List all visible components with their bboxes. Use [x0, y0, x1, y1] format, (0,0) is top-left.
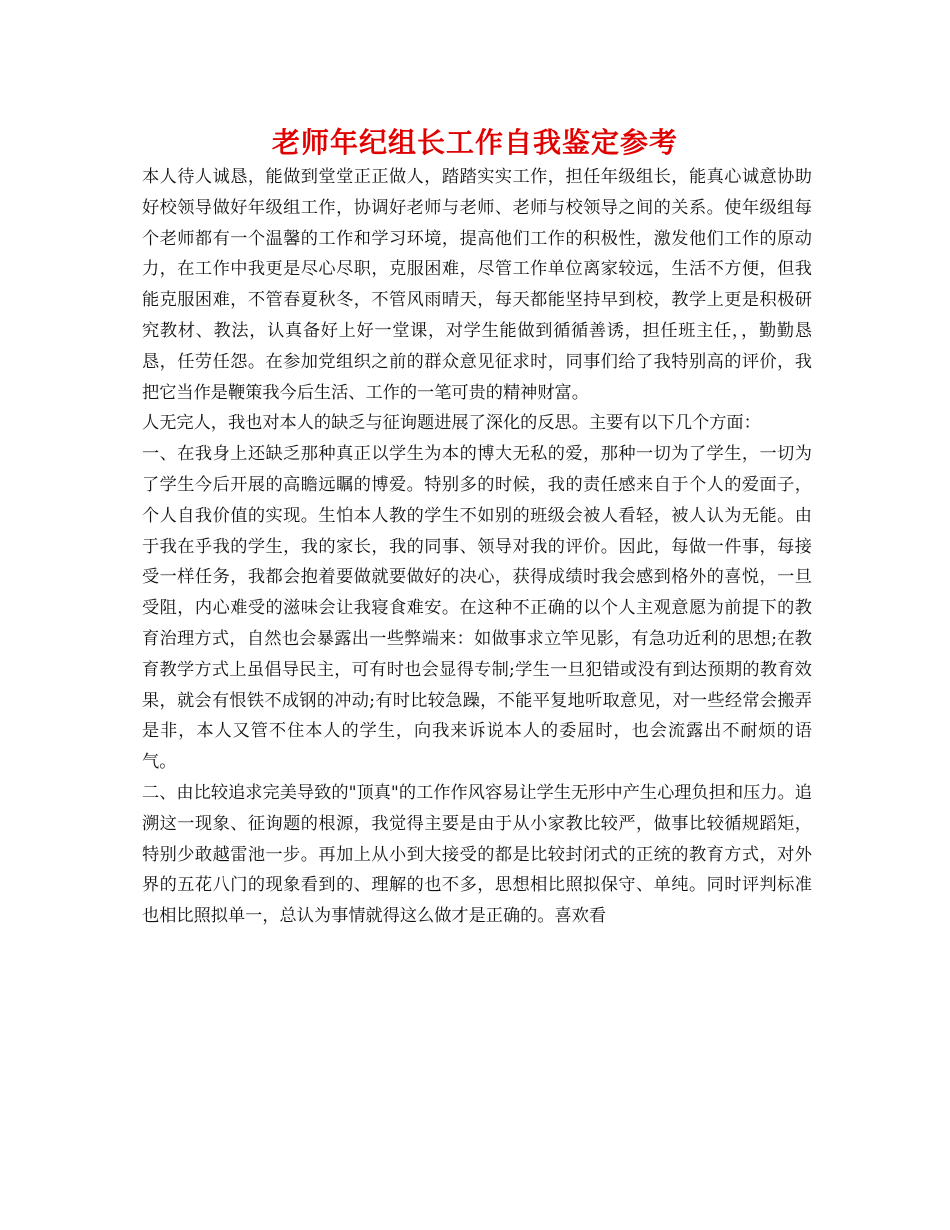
document-body [142, 162, 812, 932]
paragraph-reflection-intro: 人无完人，我也对本人的缺乏与征询题进展了深化的反思。主要有以下几个方面： [142, 413, 761, 434]
paragraph-point-one: 一、在我身上还缺乏那种真正以学生为本的博大无私的爱，那种一切为了学生，一切为了学生今后开展的高瞻远瞩的博爱。特别多的时候，我的责任感来自于个人的爱面子，个人自我价值的实现。生怕本人教的学生不如别的班级会被人看轻，被人认为无能。由于我在乎我的学生，我的家长，我的同事、领导对我的评价。因此，每做一件事，每接受一样任务，我都会抱着要做就要做好的决心，获得成绩时我会感到格外的喜悦，一旦受阻，内心难受的滋味会让我寝食难安。在这种不正确的以个人主观意愿为前提下的教育治理方式，自然也会暴露出一些弊端来：如做事求立竿见影，有急功近利的思想;在教育教学方式上虽倡导民主，可有时也会显得专制;学生一旦犯错或没有到达预期的教育效果，就会有恨铁不成钢的冲动;有时比较急躁，不能平复地听取意见，对一些经常会搬弄是非，本人又管不住本人的学生，向我来诉说本人的委屈时，也会流露出不耐烦的语气。 [142, 444, 812, 773]
paragraph-point-two: 二、由比较追求完美导致的"顶真"的工作作风容易让学生无形中产生心理负担和压力。追溯这一现象、征询题的根源，我觉得主要是由于从小家教比较严，做事比较循规蹈矩，特别少敢越雷池一步。再加上从小到大接受的都是比较封闭式的正统的教育方式，对外界的五花八门的现象看到的、理解的也不多，思想相比照拟保守、单纯。同时评判标准也相比照拟单一，总认为事情就得这么做才是正确的。喜欢看 [142, 782, 812, 927]
paragraph-self-evaluation: 本人待人诚恳，能做到堂堂正正做人，踏踏实实工作，担任年级组长，能真心诚意协助好校领导做好年级组工作，协调好老师与老师、老师与校领导之间的关系。使年级组每个老师都有一个温馨的工作和学习环境，提高他们工作的积极性，激发他们工作的原动力，在工作中我更是尽心尽职，克服困难，尽管工作单位离家较远，生活不方便，但我能克服困难，不管春夏秋冬，不管风雨晴天，每天都能坚持早到校，教学上更是积极研究教材、教法，认真备好上好一堂课，对学生能做到循循善诱，担任班主任，，勤勤恳恳，任劳任怨。在参加党组织之前的群众意见征求时，同事们给了我特别高的评价，我把它当作是鞭策我今后生活、工作的一笔可贵的精神财富。 [142, 167, 812, 403]
document-title: 老师年纪组长工作自我鉴定参考 [271, 126, 678, 159]
